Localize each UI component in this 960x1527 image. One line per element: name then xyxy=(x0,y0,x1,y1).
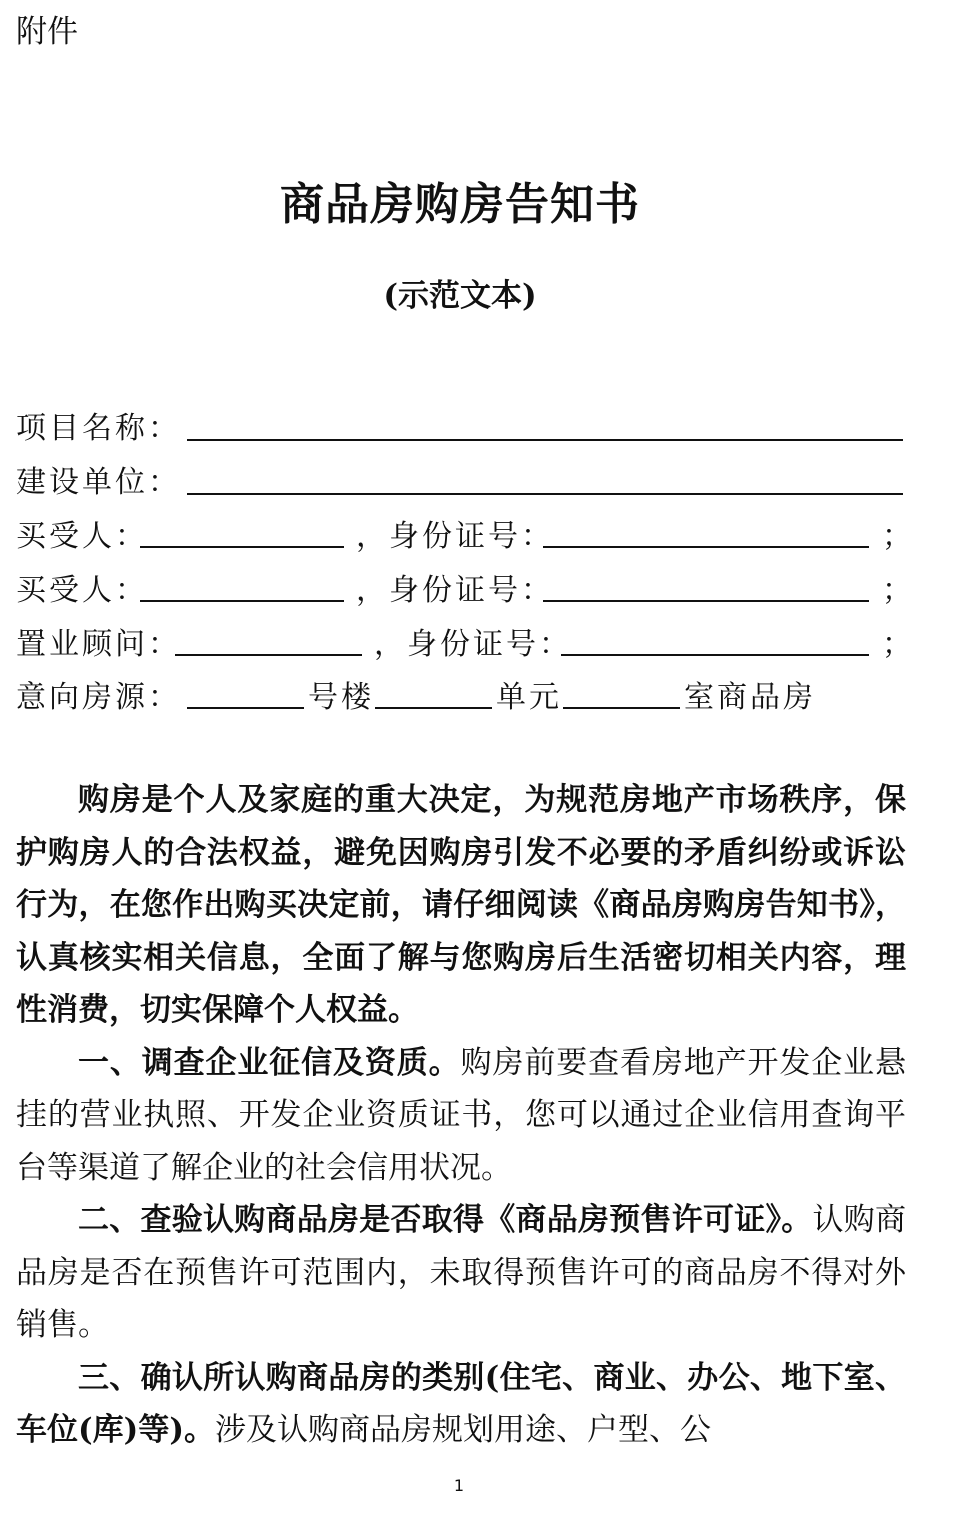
page-number: 1 xyxy=(453,1476,465,1495)
buyer2-id-label: ，身份证号： xyxy=(356,573,554,608)
document-title: 商品房购房告知书 xyxy=(280,179,640,230)
item2-text: 认购商品房是否在预售许可范围内，未取得预售许可的商品房不得对外销售。 xyxy=(16,1202,906,1343)
consultant-field xyxy=(16,619,915,662)
buyer1-semicolon: ； xyxy=(882,519,915,554)
buyer1-label: 买受人： xyxy=(16,519,148,554)
item2-heading: 二、查验认购商品房是否取得《商品房预售许可证》。 xyxy=(78,1202,813,1238)
buyer1-field xyxy=(16,511,915,554)
unit-line xyxy=(375,707,492,709)
item3-paragraph xyxy=(16,1352,906,1457)
developer-field xyxy=(16,457,906,500)
property-label: 意向房源： xyxy=(16,680,181,715)
room-line xyxy=(563,707,680,709)
document-subtitle: (示范文本) xyxy=(383,278,537,314)
buyer2-field xyxy=(16,565,915,608)
buyer2-label: 买受人： xyxy=(16,573,148,608)
buyer2-semicolon: ； xyxy=(882,573,915,608)
item3-text: 涉及认购商品房规划用途、户型、公 xyxy=(215,1412,712,1448)
buyer1-id-line xyxy=(543,546,869,548)
property-field xyxy=(16,672,906,715)
attachment-label: 附件 xyxy=(16,14,78,50)
item1-heading: 一、调查企业征信及资质。 xyxy=(78,1044,461,1081)
unit-label: 单元 xyxy=(496,680,562,715)
consultant-name-line xyxy=(175,654,362,656)
project-name-field xyxy=(16,403,906,446)
intro-paragraph: 购房是个人及家庭的重大决定，为规范房地产市场秩序，保护购房人的合法权益，避免因购房引发不必要的矛盾纠纷或诉讼行为，在您作出购买决定前，请仔细阅读《商品房购房告知书》，认真核实相关信息，全面了解与您购房后生活密切相关内容，理性消费，切实保障个人权益。 xyxy=(16,782,906,1028)
buyer1-name-line xyxy=(140,546,344,548)
item3-heading: 三、确认所认购商品房的类别(住宅、商业、办公、地下室、车位(库)等)。 xyxy=(16,1359,906,1448)
consultant-id-line xyxy=(561,654,869,656)
item1-paragraph xyxy=(16,1037,906,1195)
body-text xyxy=(16,774,906,1457)
buyer1-id-label: ，身份证号： xyxy=(356,519,554,554)
room-label: 室商品房 xyxy=(684,680,816,715)
project-name-label: 项目名称： xyxy=(16,411,181,446)
building-line xyxy=(187,707,304,709)
building-label: 号楼 xyxy=(308,680,374,715)
consultant-semicolon: ； xyxy=(882,627,915,662)
item1-text: 购房前要查看房地产开发企业悬挂的营业执照、开发企业资质证书，您可以通过企业信用查询平台等渠道了解企业的社会信用状况。 xyxy=(16,1044,907,1186)
consultant-id-label: ，身份证号： xyxy=(374,627,572,662)
buyer2-id-line xyxy=(543,600,869,602)
consultant-label: 置业顾问： xyxy=(16,627,181,662)
developer-line xyxy=(187,493,903,495)
project-name-line xyxy=(187,439,903,441)
developer-label: 建设单位： xyxy=(16,465,181,500)
item2-paragraph xyxy=(16,1194,906,1352)
buyer2-name-line xyxy=(140,600,344,602)
